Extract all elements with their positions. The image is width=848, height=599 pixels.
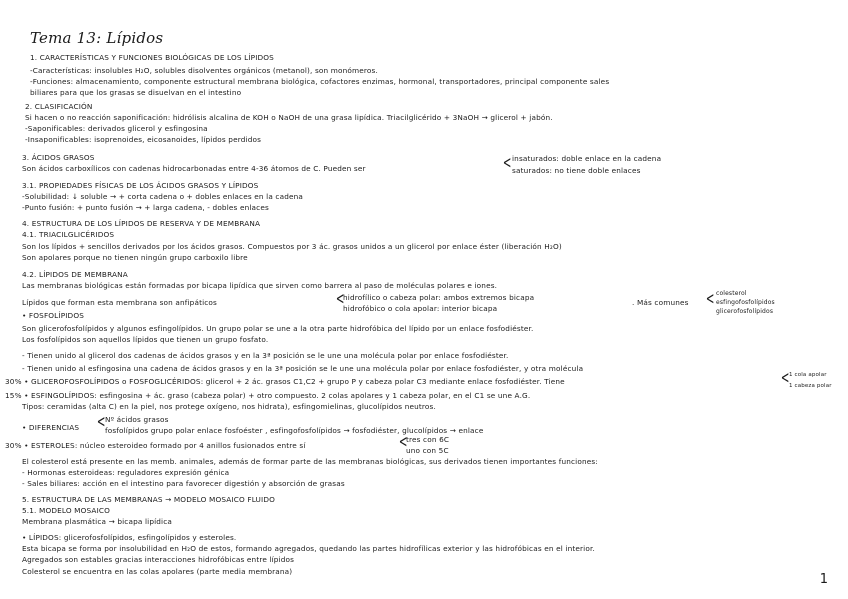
annotation-polar-group: fosfolípidos grupo polar enlace fosfoéster , esfingofosfolípidos → fosfodiéster, glucolípidos → enlace bbox=[105, 426, 484, 435]
annotation-six-carbon: tres con 6C bbox=[406, 435, 450, 444]
annotation-sphingophospholipids: esfingofosfolípidos bbox=[716, 299, 775, 306]
text-line: Lípidos que forman esta membrana son anfipáticos bbox=[22, 298, 218, 307]
annotation-saturated: saturados: no tiene doble enlaces bbox=[512, 166, 641, 175]
text-line: - Tienen unido al esfingosina una cadena de ácidos grasos y en la 3ª posición se le une una molécula polar por enlace fosfodiéster, y otra molécula bbox=[22, 364, 584, 373]
text-line: Membrana plasmática → bicapa lipídica bbox=[22, 517, 173, 526]
text-line: -Características: insolubles H₂O, solubles disolventes orgánicos (metanol), son monómeros. bbox=[30, 66, 378, 75]
annotation-tail: 1 cola apolar bbox=[789, 372, 827, 378]
text-line: Son apolares porque no tienen ningún grupo carboxilo libre bbox=[22, 253, 248, 262]
annotation-common: . Más comunes bbox=[632, 298, 689, 307]
brace-sterols: < bbox=[398, 432, 408, 452]
text-line: Esta bicapa se forma por insolubilidad en H₂O de estos, formando agregados, quedando las partes hidrofílicas exterior y las hidrofóbicas en el interior. bbox=[22, 544, 595, 553]
annotation-fatty-acid-count: Nº ácidos grasos bbox=[105, 415, 169, 424]
text-line: - Sales biliares: acción en el intestino para favorecer digestión y absorción de grasas bbox=[22, 479, 345, 488]
heading-section-1: 1. CARACTERÍSTICAS Y FUNCIONES BIOLÓGICAS DE LOS LÍPIDOS bbox=[30, 53, 274, 62]
text-line: -Punto fusión: + punto fusión → + larga cadena, - dobles enlaces bbox=[22, 203, 269, 212]
annotation-glycerophospholipids: glicerofosfolípidos bbox=[716, 308, 774, 315]
text-line: 30% • GLICEROFOSFOLÍPIDOS o FOSFOGLICÉRIDOS: glicerol + 2 ác. grasos C1,C2 + grupo P y cabeza polar C3 mediante enlace fosfodiéster. Tiene bbox=[5, 377, 565, 386]
text-line: - Hormonas esteroideas: reguladores expresión génica bbox=[22, 468, 230, 477]
text-line: Son los lípidos + sencillos derivados por los ácidos grasos. Compuestos por 3 ác. grasos unidos a un glicerol por enlace éster (liberación H₂O) bbox=[22, 242, 562, 251]
text-line: 30% • ESTEROLES: núcleo esteroideo formado por 4 anillos fusionados entre sí bbox=[5, 441, 306, 450]
annotation-cholesterol: colesterol bbox=[716, 290, 747, 297]
text-line: -Insaponificables: isoprenoides, eicosanoides, lípidos perdidos bbox=[25, 135, 262, 144]
heading-section-5: 5. ESTRUCTURA DE LAS MEMBRANAS → MODELO MOSAICO FLUIDO bbox=[22, 495, 276, 504]
brace-differences: < bbox=[96, 412, 106, 432]
annotation-unsaturated: insaturados: doble enlace en la cadena bbox=[512, 154, 662, 163]
heading-section-3: 3. ÁCIDOS GRASOS bbox=[22, 153, 95, 162]
text-line: • LÍPIDOS: glicerofosfolípidos, esfingolípidos y esteroles. bbox=[22, 533, 237, 542]
annotation-five-carbon: uno con 5C bbox=[406, 446, 449, 455]
text-line: Tipos: ceramidas (alta C) en la piel, nos protege oxígeno, nos hidrata), esfingomielinas, glucolípidos neutros. bbox=[22, 402, 436, 411]
text-line: Los fosfolípidos son aquellos lípidos que tienen un grupo fosfato. bbox=[22, 335, 269, 344]
brace-fatty-acids: < bbox=[502, 153, 512, 173]
text-line: -Saponificables: derivados glicerol y esfingosina bbox=[25, 124, 208, 133]
heading-phospholipids: • FOSFOLÍPIDOS bbox=[22, 311, 84, 320]
text-line: Si hacen o no reacción saponificación: hidrólisis alcalina de KOH o NaOH de una grasa lipídica. Triacilglicérido + 3NaOH → glicerol + jabón. bbox=[25, 113, 553, 122]
page-title: Tema 13: Lípidos bbox=[30, 29, 164, 47]
heading-section-3-1: 3.1. PROPIEDADES FÍSICAS DE LOS ÁCIDOS GRASOS Y LÍPIDOS bbox=[22, 181, 259, 190]
heading-section-2: 2. CLASIFICACIÓN bbox=[25, 102, 93, 111]
page-number: 1 bbox=[819, 572, 828, 587]
brace-common: < bbox=[705, 289, 715, 309]
annotation-hydrophobic: hidrofóbico o cola apolar: interior bicapa bbox=[343, 304, 498, 313]
brace-glycero: < bbox=[780, 368, 790, 388]
heading-differences: • DIFERENCIAS bbox=[22, 423, 80, 432]
heading-section-5-1: 5.1. MODELO MOSAICO bbox=[22, 506, 111, 515]
annotation-head: 1 cabeza polar bbox=[789, 383, 832, 389]
text-line: Son ácidos carboxílicos con cadenas hidrocarbonadas entre 4-36 átomos de C. Pueden ser bbox=[22, 164, 366, 173]
brace-amphipathic: < bbox=[335, 289, 345, 309]
text-line: Las membranas biológicas están formadas por bicapa lipídica que sirven como barrera al paso de moléculas polares e iones. bbox=[22, 281, 498, 290]
text-line: - Tienen unido al glicerol dos cadenas de ácidos grasos y en la 3ª posición se le une una molécula polar por enlace fosfodiéster. bbox=[22, 351, 509, 360]
heading-section-4-2: 4.2. LÍPIDOS DE MEMBRANA bbox=[22, 270, 128, 279]
annotation-hydrophilic: hidrofílico o cabeza polar: ambos extremos bicapa bbox=[343, 293, 535, 302]
text-line: -Solubilidad: ↓ soluble → + corta cadena o + dobles enlaces en la cadena bbox=[22, 192, 304, 201]
text-line: El colesterol está presente en las memb. animales, además de formar parte de las membranas biológicas, sus derivados tienen importantes funciones: bbox=[22, 457, 598, 466]
text-line: Son glicerofosfolípidos y algunos esfingolípidos. Un grupo polar se une a la otra parte hidrofóbica del lípido por un enlace fosfodiéster. bbox=[22, 324, 534, 333]
text-line: biliares para que los grasas se disuelvan en el intestino bbox=[30, 88, 242, 97]
text-line: Agregados son estables gracias interacciones hidrofóbicas entre lípidos bbox=[22, 555, 295, 564]
heading-section-4-1: 4.1. TRIACILGLICÉRIDOS bbox=[22, 230, 115, 239]
text-line: -Funciones: almacenamiento, componente estructural membrana biológica, cofactores enzimas, hormonal, transportadores, principal componente sales bbox=[30, 77, 610, 86]
heading-section-4: 4. ESTRUCTURA DE LOS LÍPIDOS DE RESERVA Y DE MEMBRANA bbox=[22, 219, 261, 228]
text-line: 15% • ESFINGOLÍPIDOS: esfingosina + ác. graso (cabeza polar) + otro compuesto. 2 colas apolares y 1 cabeza polar, en el C1 se une A.G. bbox=[5, 391, 531, 400]
text-line: Colesterol se encuentra en las colas apolares (parte media membrana) bbox=[22, 567, 293, 576]
